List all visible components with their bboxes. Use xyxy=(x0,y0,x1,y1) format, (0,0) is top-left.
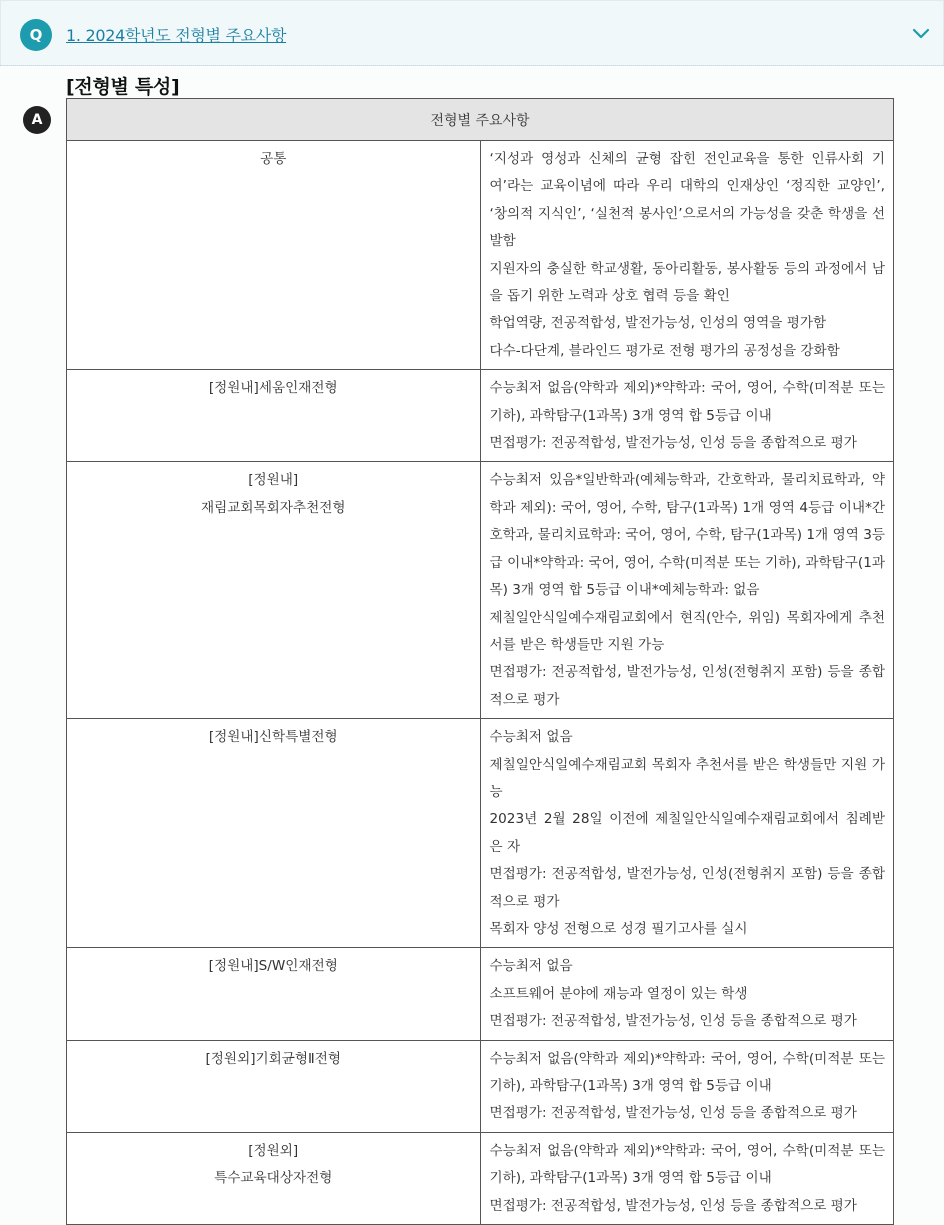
admission-type-name: [정원외] xyxy=(248,1142,299,1159)
admission-type-cell xyxy=(67,719,481,948)
admission-detail-line: 수능최저 없음 xyxy=(489,729,573,746)
table-header: 전형별 주요사항 xyxy=(67,99,894,141)
chevron-down-icon[interactable] xyxy=(911,23,931,43)
admission-details-cell xyxy=(480,719,894,948)
admission-details-cell xyxy=(480,462,894,719)
admission-detail-line: 면접평가: 전공적합성, 발전가능성, 인성 등을 종합적으로 평가 xyxy=(489,435,857,452)
table-header-row xyxy=(67,99,894,141)
table-row xyxy=(67,948,894,1040)
admission-type-cell xyxy=(67,948,481,1040)
admission-detail-line: 2023년 2월 28일 이전에 제칠일안식일예수재림교회에서 침례받은 자 xyxy=(489,811,885,855)
table-row xyxy=(67,1040,894,1132)
admission-detail-line: 면접평가: 전공적합성, 발전가능성, 인성 등을 종합적으로 평가 xyxy=(489,1105,857,1122)
admission-details-cell xyxy=(480,1132,894,1224)
admission-table xyxy=(66,98,894,1225)
admission-detail-line: 다수-다단계, 블라인드 평가로 전형 평가의 공정성을 강화함 xyxy=(489,342,840,359)
admission-type-name: [정원내]S/W인재전형 xyxy=(208,958,338,975)
admission-type-name: 재림교회목회자추천전형 xyxy=(201,499,346,516)
admission-detail-line: 학업역량, 전공적합성, 발전가능성, 인성의 영역을 평가함 xyxy=(489,315,827,332)
section-title: [전형별 특성] xyxy=(66,76,180,98)
admission-detail-line: 소프트웨어 분야에 재능과 열정이 있는 학생 xyxy=(489,985,748,1002)
admission-type-name: 특수교육대상자전형 xyxy=(214,1170,333,1187)
admission-type-cell xyxy=(67,462,481,719)
table-row xyxy=(67,141,894,370)
admission-type-name: [정원내]신학특별전형 xyxy=(208,729,338,746)
admission-type-cell xyxy=(67,1132,481,1224)
admission-detail-line: 지원자의 충실한 학교생활, 동아리활동, 봉사활동 등의 과정에서 남을 돕기 위한 노력과 상호 협력 등을 확인 xyxy=(489,260,885,305)
admission-detail-line: 제칠일안식일예수재림교회에서 현직(안수, 위임) 목회자에게 추천서를 받은 학생들만 지원 가능 xyxy=(489,609,885,653)
admission-detail-line: 면접평가: 전공적합성, 발전가능성, 인성(전형취지 포함) 등을 종합적으로 평가 xyxy=(489,664,885,708)
admission-details-cell xyxy=(480,141,894,370)
table-body xyxy=(67,141,894,1225)
admission-detail-line: ‘지성과 영성과 신체의 균형 잡힌 전인교육을 통한 인류사회 기여’라는 교육이념에 따라 우리 대학의 인재상인 ‘정직한 교양인’, ‘창의적 지식인’, ‘실천적 봉사인’으로서의 가능성을 갖춘 학생을 선발함 xyxy=(489,151,885,250)
admission-details-cell xyxy=(480,948,894,1040)
table-row xyxy=(67,370,894,462)
admission-detail-line: 수능최저 없음(약학과 제외)*약학과: 국어, 영어, 수학(미적분 또는 기하), 과학탐구(1과목) 3개 영역 합 5등급 이내 xyxy=(489,1050,885,1094)
admission-detail-line: 제칠일안식일예수재림교회 목회자 추천서를 받은 학생들만 지원 가능 xyxy=(489,756,885,800)
admission-detail-line: 수능최저 없음(약학과 제외)*약학과: 국어, 영어, 수학(미적분 또는 기하), 과학탐구(1과목) 3개 영역 합 5등급 이내 xyxy=(489,1142,885,1187)
answer-badge: A xyxy=(23,106,51,134)
admission-type-name: [정원외]기회균형Ⅱ전형 xyxy=(205,1050,341,1067)
admission-detail-line: 수능최저 있음*일반학과(예체능학과, 간호학과, 물리치료학과, 약학과 제외): 국어, 영어, 수학, 탐구(1과목) 1개 영역 4등급 이내*간호학과, 물리치료학과: 국어, 영어, 수학, 탐구(1과목) 1개 영역 3등급 이내*약학과: 국어, 영어, 수학(미적분 또는 기하), 과학탐구(1과목) 3개 영역 합 5등급 이내*예체능학과: 없음 xyxy=(489,472,885,599)
question-title-link[interactable]: 1. 2024학년도 전형별 주요사항 xyxy=(66,26,287,45)
table-row xyxy=(67,1132,894,1224)
admission-type-cell xyxy=(67,141,481,370)
admission-detail-line: 면접평가: 전공적합성, 발전가능성, 인성 등을 종합적으로 평가 xyxy=(489,1013,857,1030)
admission-detail-line: 수능최저 없음 xyxy=(489,958,573,975)
question-badge: Q xyxy=(20,19,52,51)
admission-type-cell xyxy=(67,1040,481,1132)
admission-type-name: [정원내] xyxy=(248,472,299,489)
table-row xyxy=(67,719,894,948)
table-row xyxy=(67,462,894,719)
admission-detail-line: 면접평가: 전공적합성, 발전가능성, 인성 등을 종합적으로 평가 xyxy=(489,1197,857,1214)
divider xyxy=(0,65,944,66)
admission-type-name: 공통 xyxy=(260,151,287,167)
admission-detail-line: 면접평가: 전공적합성, 발전가능성, 인성(전형취지 포함) 등을 종합적으로 평가 xyxy=(489,866,885,910)
admission-details-cell xyxy=(480,370,894,462)
admission-type-cell xyxy=(67,370,481,462)
admission-details-cell xyxy=(480,1040,894,1132)
admission-type-name: [정원내]세움인재전형 xyxy=(208,380,338,397)
admission-detail-line: 수능최저 없음(약학과 제외)*약학과: 국어, 영어, 수학(미적분 또는 기하), 과학탐구(1과목) 3개 영역 합 5등급 이내 xyxy=(489,380,885,424)
faq-question-header[interactable] xyxy=(0,0,944,66)
admission-detail-line: 목회자 양성 전형으로 성경 필기고사를 실시 xyxy=(489,920,748,937)
